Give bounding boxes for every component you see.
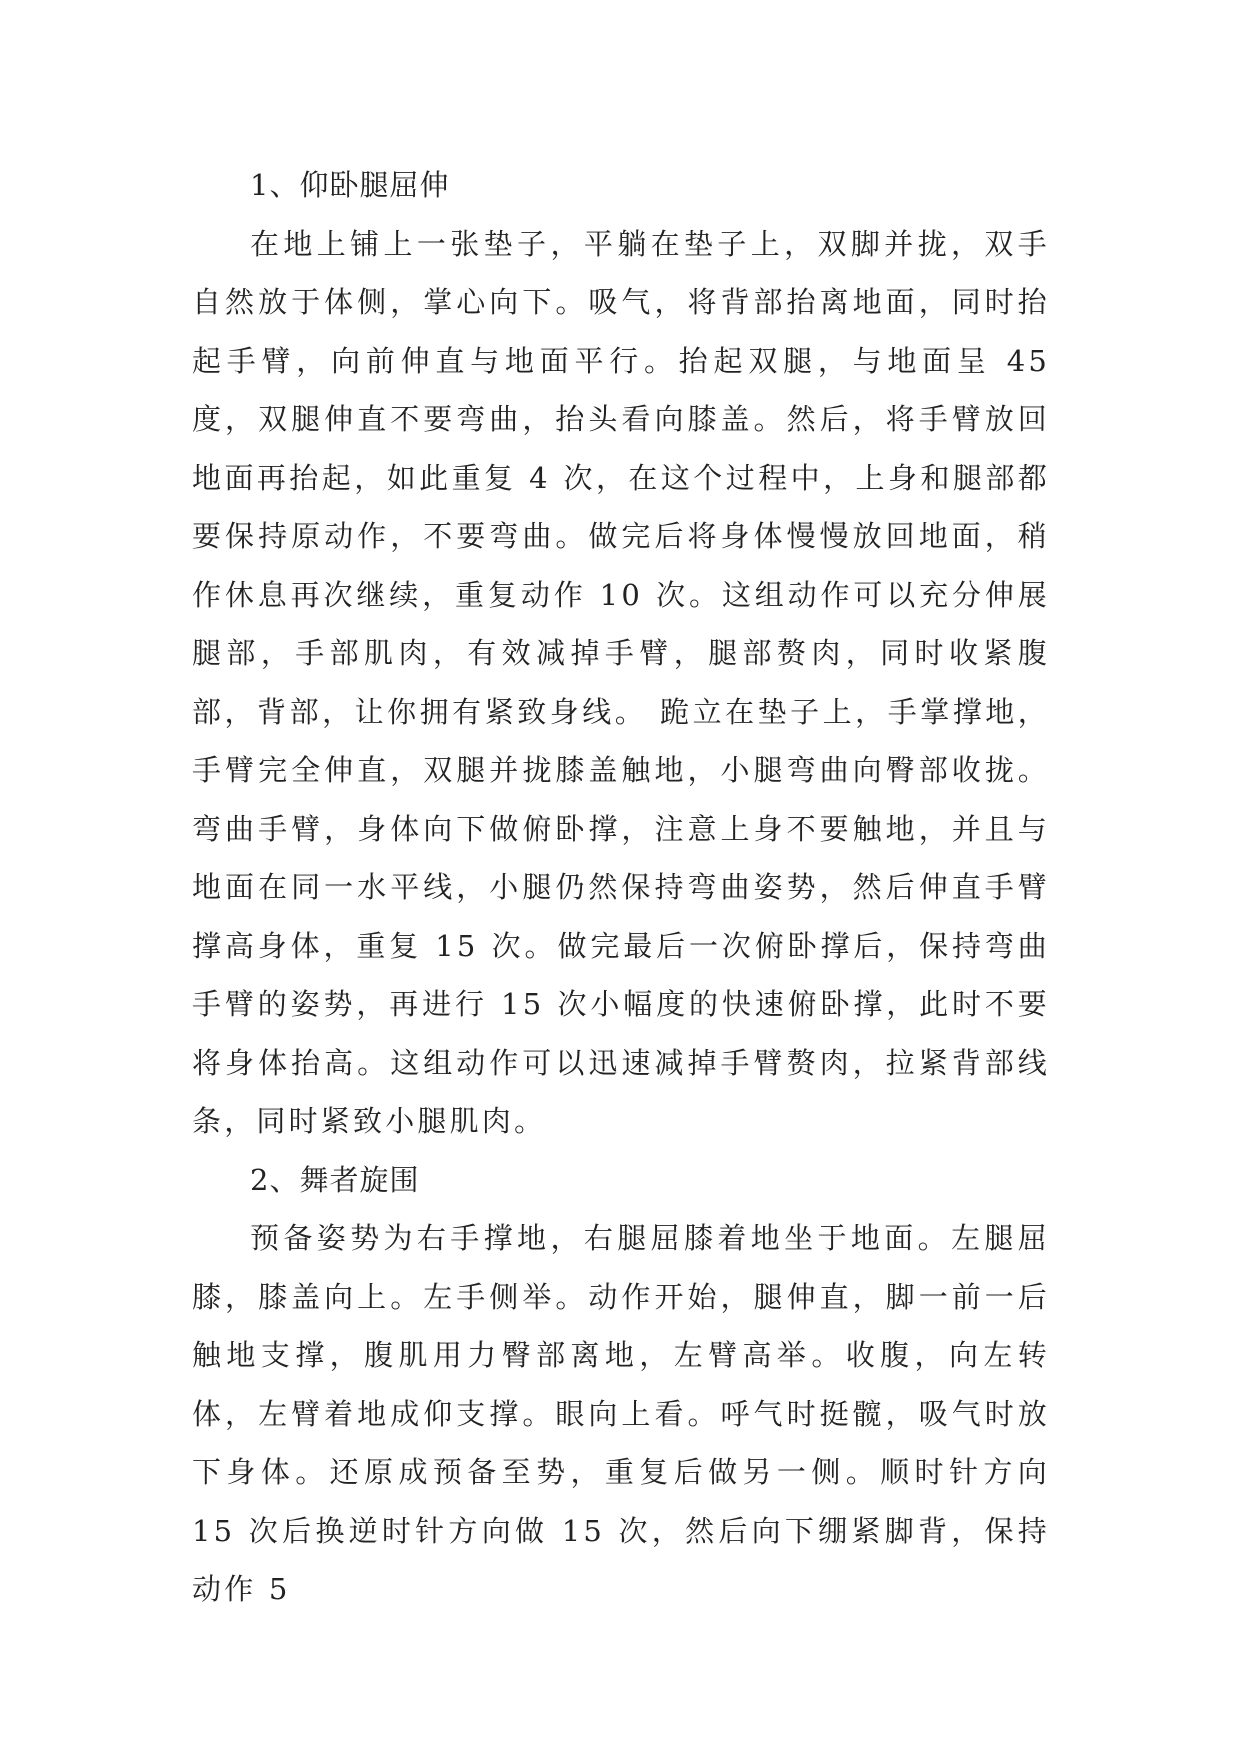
section-paragraph-2: 预备姿势为右手撑地，右腿屈膝着地坐于地面。左腿屈膝，膝盖向上。左手侧举。动作开始，腿伸直，脚一前一后触地支撑，腹肌用力臀部离地，左臂高举。收腹，向左转体，左臂着地成仰支撑。眼向上看。呼气时挺髋，吸气时放下身体。还原成预备至势，重复后做另一侧。顺时针方向 15 次后换逆时针方向做 15 次，然后向下绷紧脚背，保持动作 5 [192,1221,1050,1606]
document-body [192,156,1050,1619]
section-heading-1: 1、仰卧腿屈伸 [250,168,450,202]
section-paragraph-1: 在地上铺上一张垫子，平躺在垫子上，双脚并拢，双手自然放于体侧，掌心向下。吸气，将背部抬离地面，同时抬起手臂，向前伸直与地面平行。抬起双腿，与地面呈 45 度，双腿伸直不要弯曲，抬头看向膝盖。然后，将手臂放回地面再抬起，如此重复 4 次，在这个过程中，上身和腿部都要保持原动作，不要弯曲。做完后将身体慢慢放回地面，稍作休息再次继续，重复动作 10 次。这组动作可以充分伸展腿部，手部肌肉，有效减掉手臂，腿部赘肉，同时收紧腹部，背部，让你拥有紧致身线。 跪立在垫子上，手掌撑地，手臂完全伸直，双腿并拢膝盖触地，小腿弯曲向臀部收拢。弯曲手臂，身体向下做俯卧撑，注意上身不要触地，并且与地面在同一水平线，小腿仍然保持弯曲姿势，然后伸直手臂撑高身体，重复 15 次。做完最后一次俯卧撑后，保持弯曲手臂的姿势，再进行 15 次小幅度的快速俯卧撑，此时不要将身体抬高。这组动作可以迅速减掉手臂赘肉，拉紧背部线条，同时紧致小腿肌肉。 [192,226,1050,1138]
section-heading-2: 2、舞者旋围 [250,1162,420,1197]
